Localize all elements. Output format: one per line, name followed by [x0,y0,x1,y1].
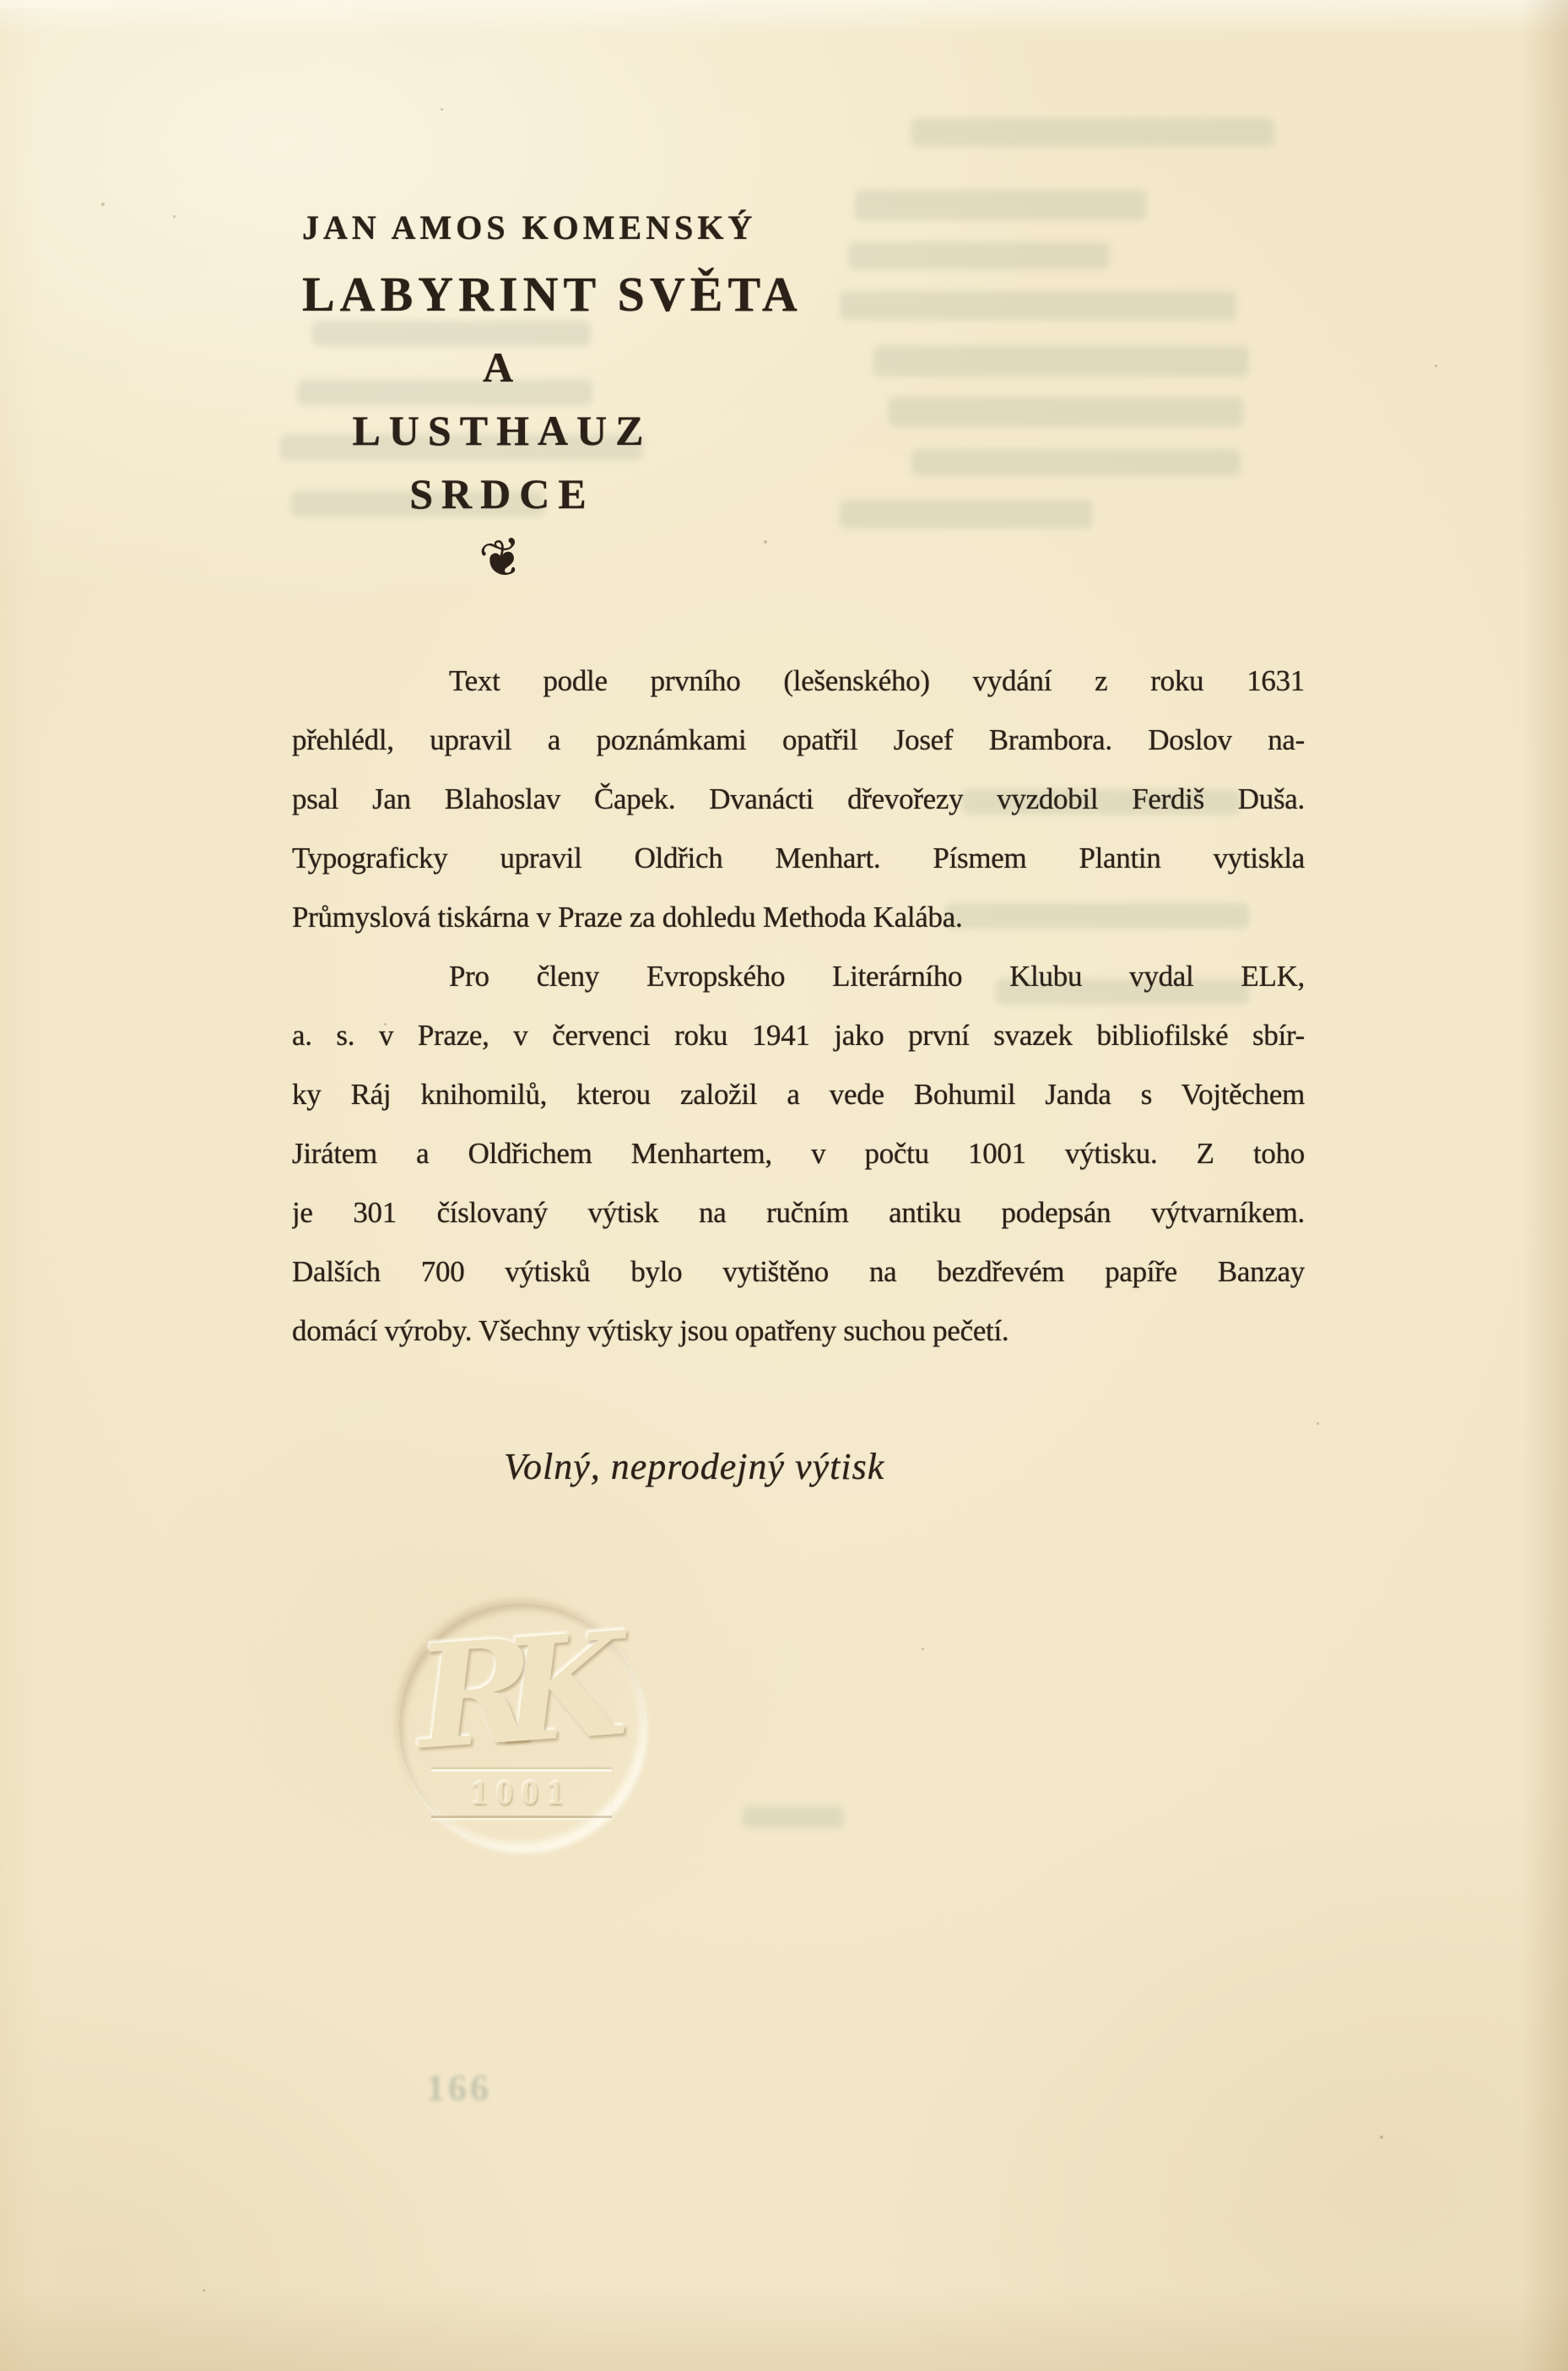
paper-speck [1317,1422,1319,1425]
scan-edge [0,0,118,8]
show-through-mark [889,397,1243,427]
colophon-line: Text podle prvního (lešenského) vydání z roku 1631 [449,664,1305,697]
show-through-mark [873,346,1249,376]
title-word-lusthauz: LUSTHAUZ [352,407,652,454]
colophon-line: ky Ráj knihomilů, kterou založil a vede Bohumil Janda s Vojtěchem [292,1078,1305,1111]
show-through-mark [848,242,1110,269]
paper-speck [764,540,767,544]
edition-note: Volný, neprodejný výtisk [504,1446,885,1487]
title-word-srdce: SRDCE [409,470,595,517]
paper-speck [101,203,105,206]
colophon-paragraph [292,652,1305,1361]
colophon-line: psal Jan Blahoslav Čapek. Dvanácti dřevořezy vyzdobil Ferdiš Duša. [292,782,1305,815]
seal-monogram: RK [411,1602,600,1782]
colophon-line: Jirátem a Oldřichem Menhartem, v počtu 1001 výtisku. Z toho [292,1137,1305,1170]
show-through-mark [855,190,1146,220]
colophon-line: Pro členy Evropského Literárního Klubu vydal ELK, [449,960,1305,993]
book-title: LABYRINT SVĚTA [302,267,803,322]
colophon-line: a. s. v Praze, v červenci roku 1941 jako první svazek bibliofilské sbír- [292,1019,1305,1052]
author-name: JAN AMOS KOMENSKÝ [302,208,757,246]
show-through-page-number: 166 [426,2067,492,2108]
embossed-seal [399,1604,644,1849]
colophon-line: přehlédl, upravil a poznámkami opatřil Josef Brambora. Doslov na- [292,723,1305,756]
show-through-mark [840,500,1093,528]
paper-speck [173,215,176,218]
title-block [302,208,803,593]
show-through-mark [911,449,1241,476]
paper-speck [1380,2136,1383,2139]
colophon-line: Typograficky upravil Oldřich Menhart. Písmem Plantin vytiskla [292,842,1305,874]
show-through-mark [840,291,1236,320]
seal-number: 1001 [471,1773,572,1811]
paper-speck [441,108,443,111]
paper-speck [1435,365,1437,367]
show-through-mark [743,1806,844,1828]
colophon-line: Průmyslová tiskárna v Praze za dohledu Methoda Kalába. [292,901,963,934]
show-through-mark [911,118,1274,147]
colophon-line: Dalších 700 výtisků bylo vytištěno na bezdřevém papíře Banzay [292,1255,1305,1288]
title-conjunction: A [482,344,522,391]
fleuron-ornament-icon: ❦ [473,523,530,593]
colophon-line: domácí výroby. Všechny výtisky jsou opatřeny suchou pečetí. [292,1314,1009,1347]
paper-speck [203,2289,205,2292]
seal-ribbon [431,1769,612,1818]
colophon-line: je 301 číslovaný výtisk na ručním antiku podepsán výtvarníkem. [292,1196,1305,1229]
paper-speck [922,1648,924,1650]
